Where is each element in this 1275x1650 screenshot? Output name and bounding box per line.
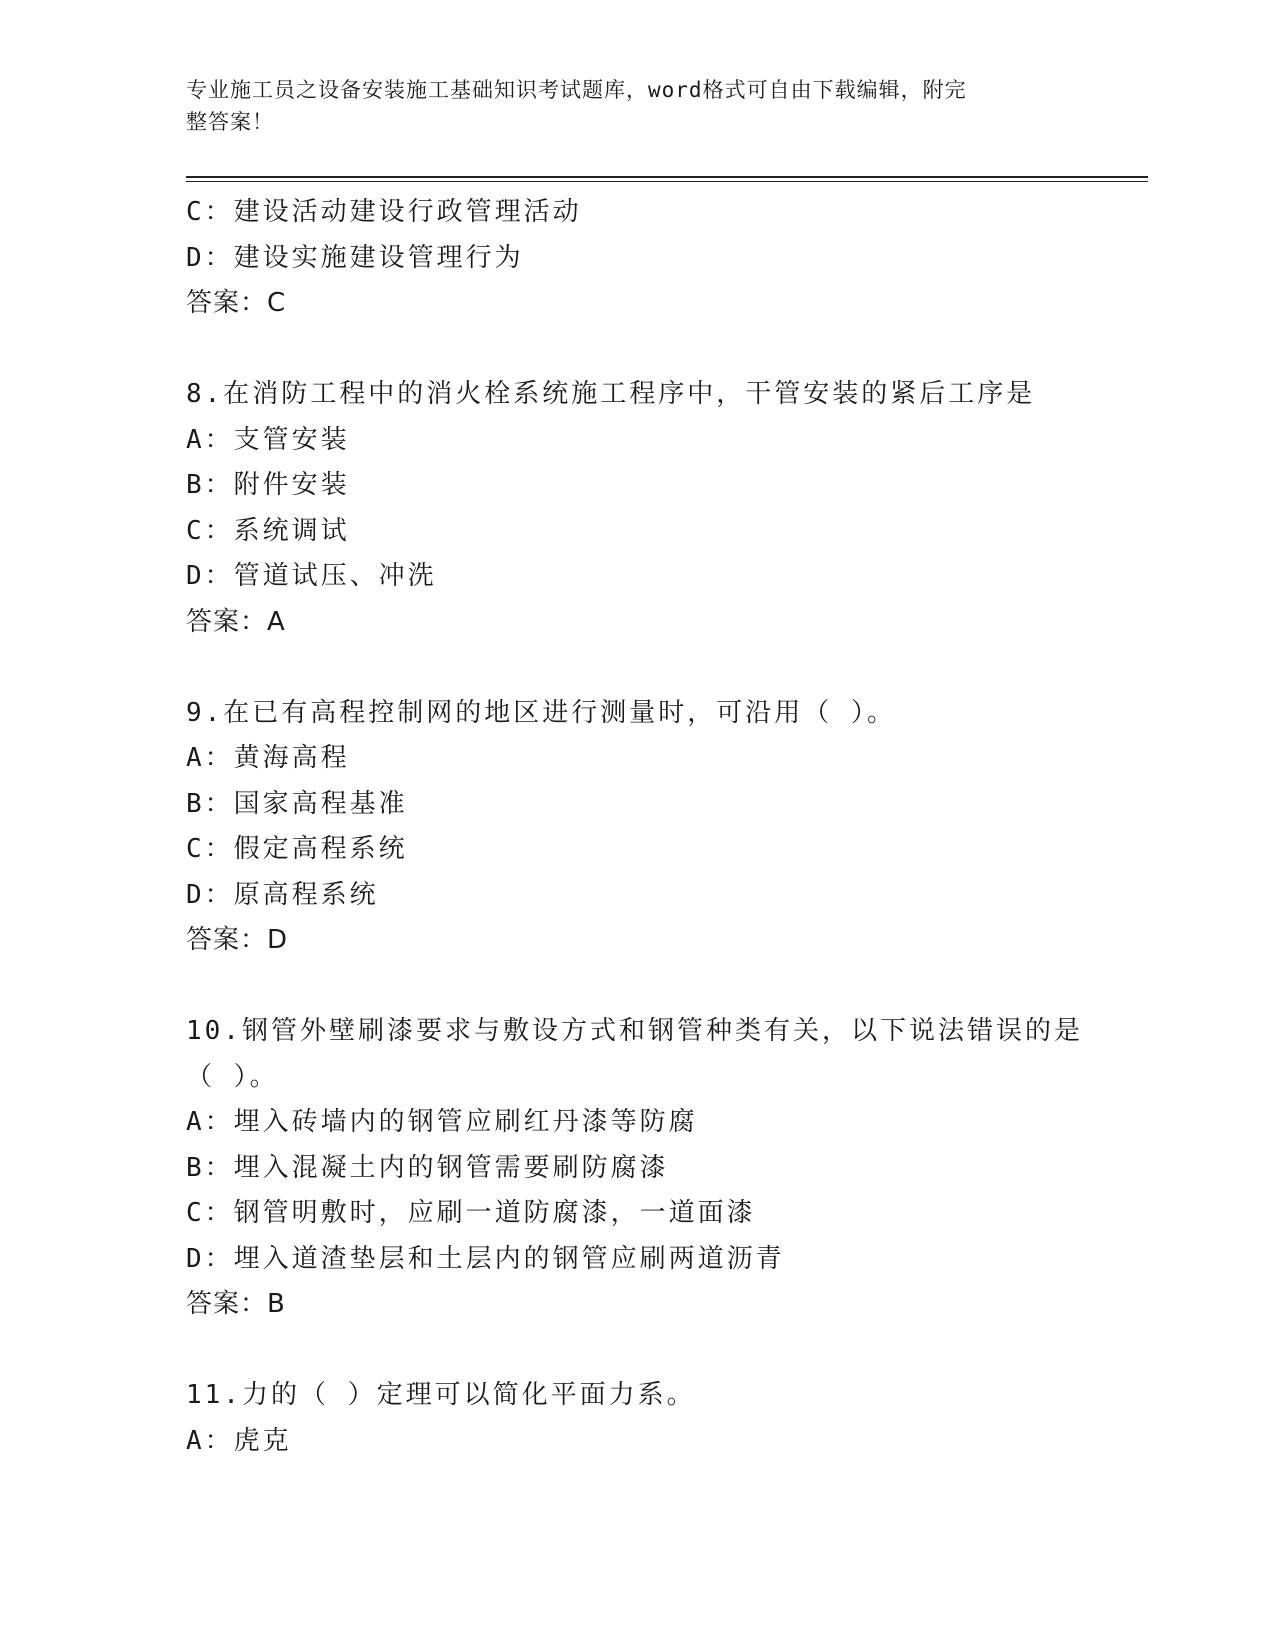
question-stem: 9.在已有高程控制网的地区进行测量时，可沿用（ ）。 <box>186 697 896 728</box>
document-header <box>186 74 1086 138</box>
question-stem: 8.在消防工程中的消火栓系统施工程序中，干管安装的紧后工序是 <box>186 379 1036 409</box>
option-d: D：管道试压、冲洗 <box>186 561 437 591</box>
question-block-7 <box>186 190 1086 327</box>
spacer <box>186 327 1086 373</box>
answer-line: 答案：A <box>186 606 286 637</box>
option-a: A：虎克 <box>186 1425 292 1456</box>
header-divider-thin <box>186 181 1148 182</box>
option-d: D：原高程系统 <box>186 879 379 910</box>
option-b: B：埋入混凝土内的钢管需要刷防腐漆 <box>186 1152 669 1183</box>
spacer <box>186 964 1086 1010</box>
option-d: D：埋入道渣垫层和土层内的钢管应刷两道沥青 <box>186 1243 785 1274</box>
header-divider-thick <box>186 176 1148 178</box>
question-stem-line-1: 10.钢管外壁刷漆要求与敷设方式和钢管种类有关，以下说法错误的是 <box>186 1016 1083 1046</box>
option-b: B：附件安装 <box>186 470 350 500</box>
answer-line: 答案：D <box>186 925 289 955</box>
option-c: C：系统调试 <box>186 515 350 546</box>
question-block-8 <box>186 372 1086 645</box>
question-stem: 11.力的（ ）定理可以简化平面力系。 <box>186 1380 696 1410</box>
option-a: A：埋入砖墙内的钢管应刷红丹漆等防腐 <box>186 1107 698 1137</box>
answer-line: 答案：B <box>186 1289 286 1319</box>
question-block-9 <box>186 691 1086 964</box>
option-c: C：钢管明敷时，应刷一道防腐漆，一道面漆 <box>186 1198 756 1228</box>
question-stem-line-2: （ ）。 <box>186 1061 279 1092</box>
header-line-1: 专业施工员之设备安装施工基础知识考试题库，word格式可自由下载编辑，附完 <box>186 78 967 102</box>
spacer <box>186 645 1086 691</box>
option-b: B：国家高程基准 <box>186 788 408 819</box>
option-c: C：建设活动建设行政管理活动 <box>186 197 582 227</box>
answer-line: 答案：C <box>186 288 287 318</box>
question-block-10 <box>186 1009 1086 1328</box>
option-a: A：黄海高程 <box>186 743 350 773</box>
spacer <box>186 1328 1086 1374</box>
question-list <box>186 190 1086 1464</box>
option-a: A：支管安装 <box>186 424 350 455</box>
question-block-11 <box>186 1373 1086 1464</box>
header-line-2: 整答案！ <box>186 110 274 134</box>
option-d: D：建设实施建设管理行为 <box>186 242 524 273</box>
option-c: C：假定高程系统 <box>186 834 408 864</box>
